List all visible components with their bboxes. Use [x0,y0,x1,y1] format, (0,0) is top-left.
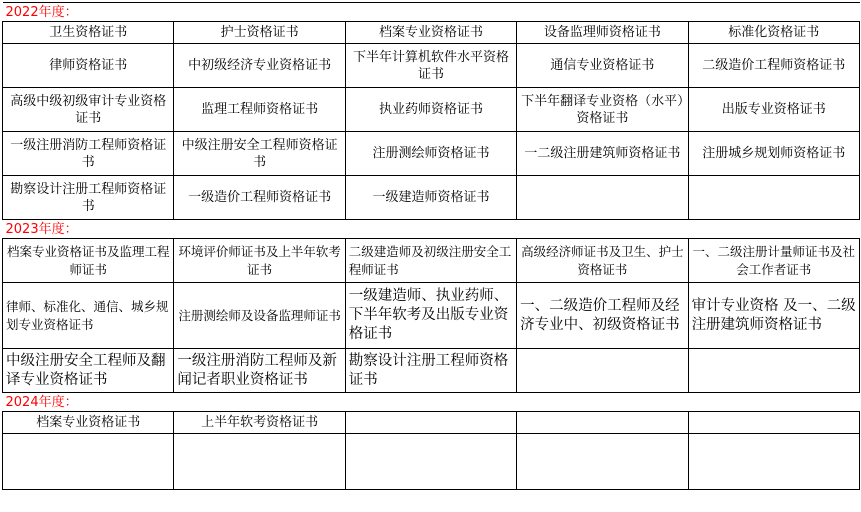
cell-2024-r1-c4 [517,412,688,434]
cell-2024-r2-c3 [345,434,516,490]
cell-2022-r1-c5: 标准化资格证书 [688,22,859,44]
cell-2023-r2-c4: 一、二级造价工程师及经济专业中、初级资格证书 [517,283,688,349]
cell-2024-r2-c1 [3,434,174,490]
cell-2024-r2-c2 [174,434,345,490]
cell-2022-r2-c2: 中初级经济专业资格证书 [174,44,345,88]
cell-2022-r1-c4: 设备监理师资格证书 [517,22,688,44]
cell-2022-r3-c1: 高级中级初级审计专业资格证书 [3,88,174,132]
cell-2022-r4-c5: 注册城乡规划师资格证书 [688,132,859,176]
cell-2024-r1-c2: 上半年软考资格证书 [174,412,345,434]
cell-2022-r5-c1: 勘察设计注册工程师资格证书 [3,176,174,220]
cell-2023-r2-c3: 一级建造师、执业药师、下半年软考及出版专业资格证书 [345,283,516,349]
cell-2023-r3-c1: 中级注册安全工程师及翻译专业资格证书 [3,349,174,393]
cell-2022-r5-c3: 一级建造师资格证书 [345,176,516,220]
cell-2022-r5-c5 [688,176,859,220]
cell-2022-r2-c1: 律师资格证书 [3,44,174,88]
cell-2023-r2-c1: 律师、标准化、通信、城乡规划专业资格证书 [3,283,174,349]
cell-2023-r2-c2: 注册测绘师及设备监理师证书 [174,283,345,349]
cell-2022-r5-c2: 一级造价工程师资格证书 [174,176,345,220]
cell-2023-r3-c3: 勘察设计注册工程师资格证书 [345,349,516,393]
cell-2024-r2-c4 [517,434,688,490]
cell-2024-r1-c3 [345,412,516,434]
cell-2022-r1-c3: 档案专业资格证书 [345,22,516,44]
cell-2022-r3-c2: 监理工程师资格证书 [174,88,345,132]
cell-2024-r1-c5 [688,412,859,434]
year-heading-2023: 2023年度： [3,220,860,239]
cell-2023-r1-c3: 二级建造师及初级注册安全工程师证书 [345,239,516,283]
cell-2022-r2-c5: 二级造价工程师资格证书 [688,44,859,88]
cell-2023-r3-c4 [517,349,688,393]
certificate-schedule-table [2,2,860,490]
cell-2022-r3-c3: 执业药师资格证书 [345,88,516,132]
cell-2022-r2-c4: 通信专业资格证书 [517,44,688,88]
cell-2022-r5-c4 [517,176,688,220]
cell-2023-r3-c5 [688,349,859,393]
cell-2022-r3-c5: 出版专业资格证书 [688,88,859,132]
cell-2024-r2-c5 [688,434,859,490]
cell-2022-r4-c4: 一二级注册建筑师资格证书 [517,132,688,176]
year-heading-2022: 2022年度： [3,3,860,22]
cell-2023-r1-c1: 档案专业资格证书及监理工程师证书 [3,239,174,283]
cell-2024-r1-c1: 档案专业资格证书 [3,412,174,434]
cell-2022-r1-c1: 卫生资格证书 [3,22,174,44]
cell-2022-r4-c1: 一级注册消防工程师资格证书 [3,132,174,176]
cell-2022-r4-c3: 注册测绘师资格证书 [345,132,516,176]
cell-2023-r1-c4: 高级经济师证书及卫生、护士资格证书 [517,239,688,283]
year-heading-2024: 2024年度： [3,393,860,412]
cell-2023-r1-c5: 一、二级注册计量师证书及社会工作者证书 [688,239,859,283]
cell-2023-r1-c2: 环境评价师证书及上半年软考证书 [174,239,345,283]
cell-2022-r4-c2: 中级注册安全工程师资格证书 [174,132,345,176]
cell-2022-r1-c2: 护士资格证书 [174,22,345,44]
cell-2023-r2-c5: 审计专业资格 及一、二级注册建筑师资格证书 [688,283,859,349]
cell-2022-r3-c4: 下半年翻译专业资格（水平）资格证书 [517,88,688,132]
cell-2023-r3-c2: 一级注册消防工程师及新闻记者职业资格证书 [174,349,345,393]
cell-2022-r2-c3: 下半年计算机软件水平资格证书 [345,44,516,88]
